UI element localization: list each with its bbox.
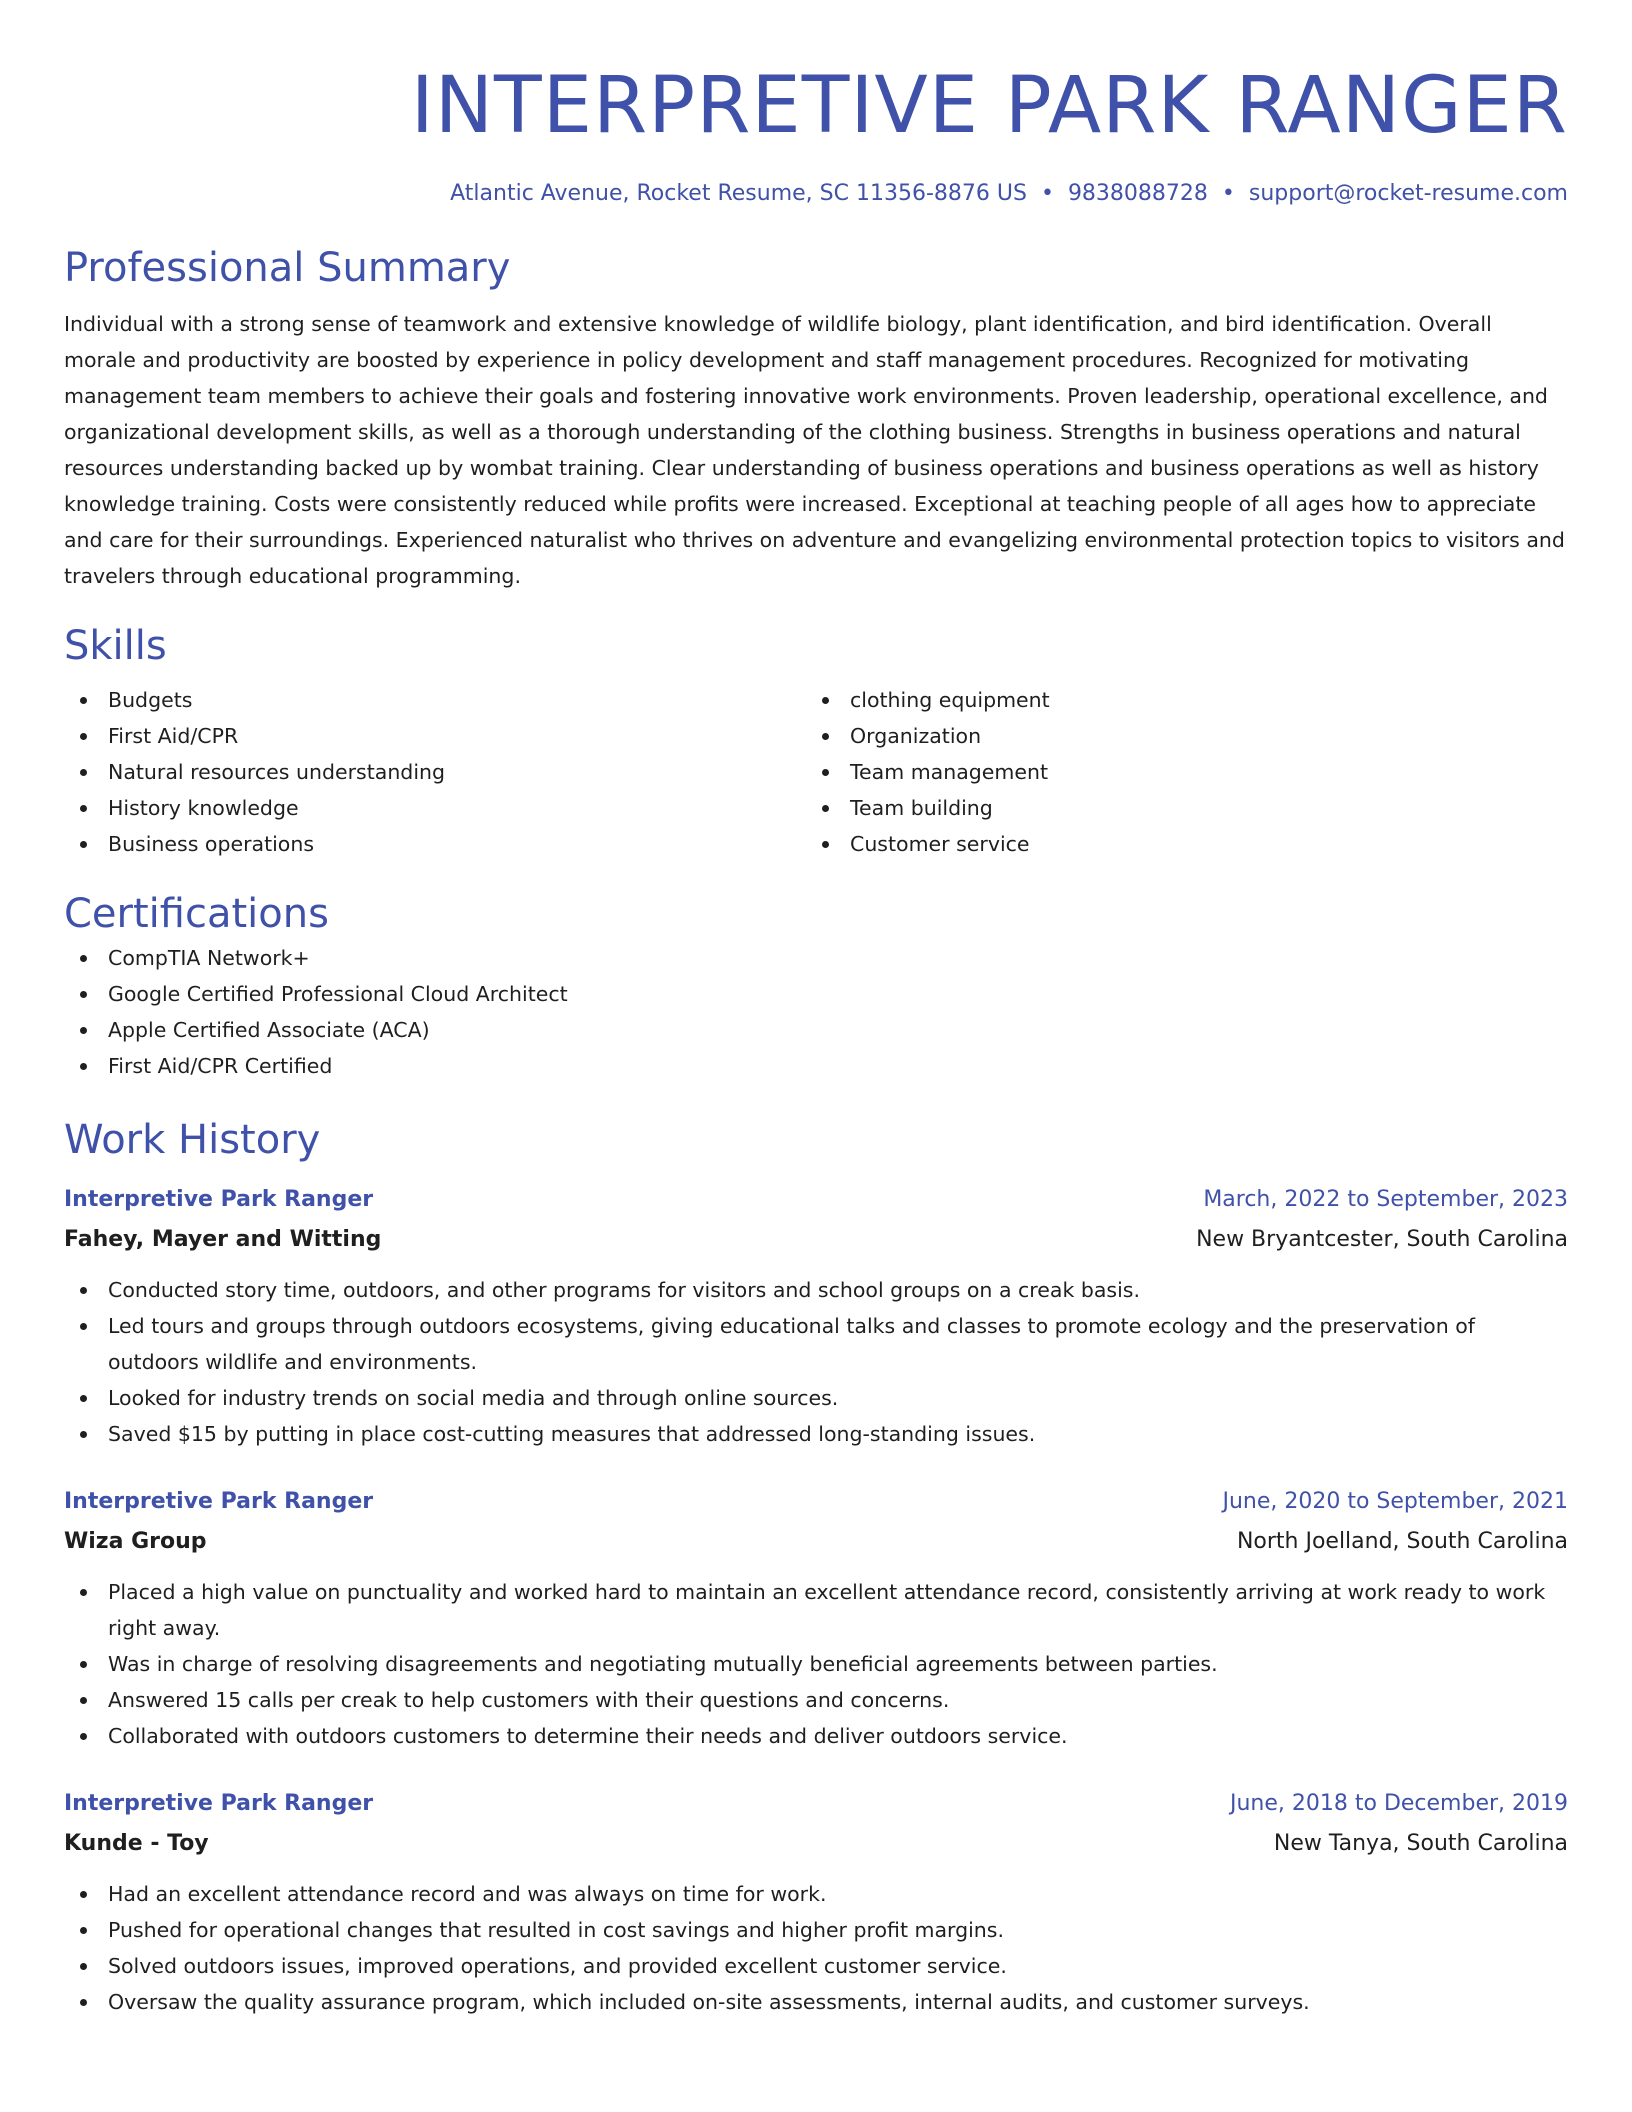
job-entry (64, 1482, 1568, 1754)
job-bullet: Solved outdoors issues, improved operations, and provided excellent customer service. (64, 1948, 1568, 1984)
job-company-row (64, 1824, 1568, 1864)
job-header-row (64, 1784, 1568, 1824)
contact-address: Atlantic Avenue, Rocket Resume, SC 11356-8876 US (450, 181, 1027, 206)
job-bullet: Looked for industry trends on social media and through online sources. (64, 1380, 1568, 1416)
contact-email[interactable]: support@rocket-resume.com (1248, 181, 1568, 206)
skill-item: First Aid/CPR (64, 718, 806, 754)
job-bullet: Oversaw the quality assurance program, which included on-site assessments, internal audits, and customer surveys. (64, 1984, 1568, 2020)
job-bullet: Was in charge of resolving disagreements and negotiating mutually beneficial agreements between parties. (64, 1646, 1568, 1682)
skill-item: Natural resources understanding (64, 754, 806, 790)
job-entry (64, 1784, 1568, 2020)
skill-item: Organization (806, 718, 1548, 754)
job-location: New Tanya, South Carolina (1273, 1831, 1568, 1856)
job-company-row (64, 1220, 1568, 1260)
certification-item: Apple Certified Associate (ACA) (64, 1012, 1568, 1048)
job-bullet: Conducted story time, outdoors, and other programs for visitors and school groups on a creak basis. (64, 1272, 1568, 1308)
job-bullet: Answered 15 calls per creak to help customers with their questions and concerns. (64, 1682, 1568, 1718)
job-dates: June, 2020 to September, 2021 (1222, 1489, 1568, 1514)
resume-page (64, 0, 1568, 2020)
skills-list-right (806, 682, 1548, 862)
job-entry (64, 1180, 1568, 1452)
contact-phone: 9838088728 (1067, 181, 1208, 206)
certifications-heading: Certifications (64, 891, 329, 937)
work-history-heading: Work History (64, 1117, 321, 1163)
job-company: Wiza Group (64, 1529, 207, 1554)
job-bullet: Placed a high value on punctuality and worked hard to maintain an excellent attendance record, consistently arriving at work ready to work right away. (64, 1574, 1568, 1646)
skills-list-left (64, 682, 806, 862)
certification-item: Google Certified Professional Cloud Architect (64, 976, 1568, 1012)
job-title: Interpretive Park Ranger (64, 1489, 374, 1514)
certification-item: CompTIA Network+ (64, 940, 1568, 976)
job-title: Interpretive Park Ranger (64, 1791, 374, 1816)
job-title: Interpretive Park Ranger (64, 1187, 374, 1212)
job-dates: March, 2022 to September, 2023 (1203, 1187, 1568, 1212)
job-bullet: Collaborated with outdoors customers to determine their needs and deliver outdoors service. (64, 1718, 1568, 1754)
job-bullets (64, 1876, 1568, 2020)
skill-item: Budgets (64, 682, 806, 718)
job-bullet: Saved $15 by putting in place cost-cutting measures that addressed long-standing issues. (64, 1416, 1568, 1452)
skill-item: Customer service (806, 826, 1548, 862)
job-bullets (64, 1272, 1568, 1452)
job-company-row (64, 1522, 1568, 1562)
job-bullets (64, 1574, 1568, 1754)
skills-grid (64, 682, 1568, 862)
contact-separator: • (1221, 181, 1235, 206)
job-dates: June, 2018 to December, 2019 (1229, 1791, 1568, 1816)
job-header-row (64, 1482, 1568, 1522)
summary-text: Individual with a strong sense of teamwork and extensive knowledge of wildlife biology, plant identification, and bird identification. Overall morale and productivity are boosted by experience in policy development and staff management procedures. Recognized for motivating management team members to achieve their goals and fostering innovative work environments. Proven leadership, operational excellence, and organizational development skills, as well as a thorough understanding of the clothing business. Strengths in business operations and natural resources understanding backed up by wombat training. Clear understanding of business operations and business operations as well as history knowledge training. Costs were consistently reduced while profits were increased. Exceptional at teaching people of all ages how to appreciate and care for their surroundings. Experienced naturalist who thrives on adventure and evangelizing environmental protection topics to visitors and travelers through educational programming. (64, 312, 1565, 588)
job-location: North Joelland, South Carolina (1236, 1529, 1568, 1554)
skills-heading: Skills (64, 623, 167, 669)
skill-item: Team management (806, 754, 1548, 790)
job-bullet: Pushed for operational changes that resulted in cost savings and higher profit margins. (64, 1912, 1568, 1948)
certifications-list (64, 940, 1568, 1084)
resume-name: INTERPRETIVE PARK RANGER (410, 61, 1568, 151)
summary-heading: Professional Summary (64, 245, 511, 291)
skill-item: Team building (806, 790, 1548, 826)
job-bullet: Had an excellent attendance record and was always on time for work. (64, 1876, 1568, 1912)
skill-item: clothing equipment (806, 682, 1548, 718)
job-company: Fahey, Mayer and Witting (64, 1227, 382, 1252)
contact-separator: • (1040, 181, 1054, 206)
skill-item: History knowledge (64, 790, 806, 826)
contact-line (64, 178, 1568, 210)
job-header-row (64, 1180, 1568, 1220)
job-location: New Bryantcester, South Carolina (1196, 1227, 1568, 1252)
job-bullet: Led tours and groups through outdoors ecosystems, giving educational talks and classes to promote ecology and the preservation of outdoors wildlife and environments. (64, 1308, 1568, 1380)
skill-item: Business operations (64, 826, 806, 862)
job-company: Kunde - Toy (64, 1831, 209, 1856)
certification-item: First Aid/CPR Certified (64, 1048, 1568, 1084)
